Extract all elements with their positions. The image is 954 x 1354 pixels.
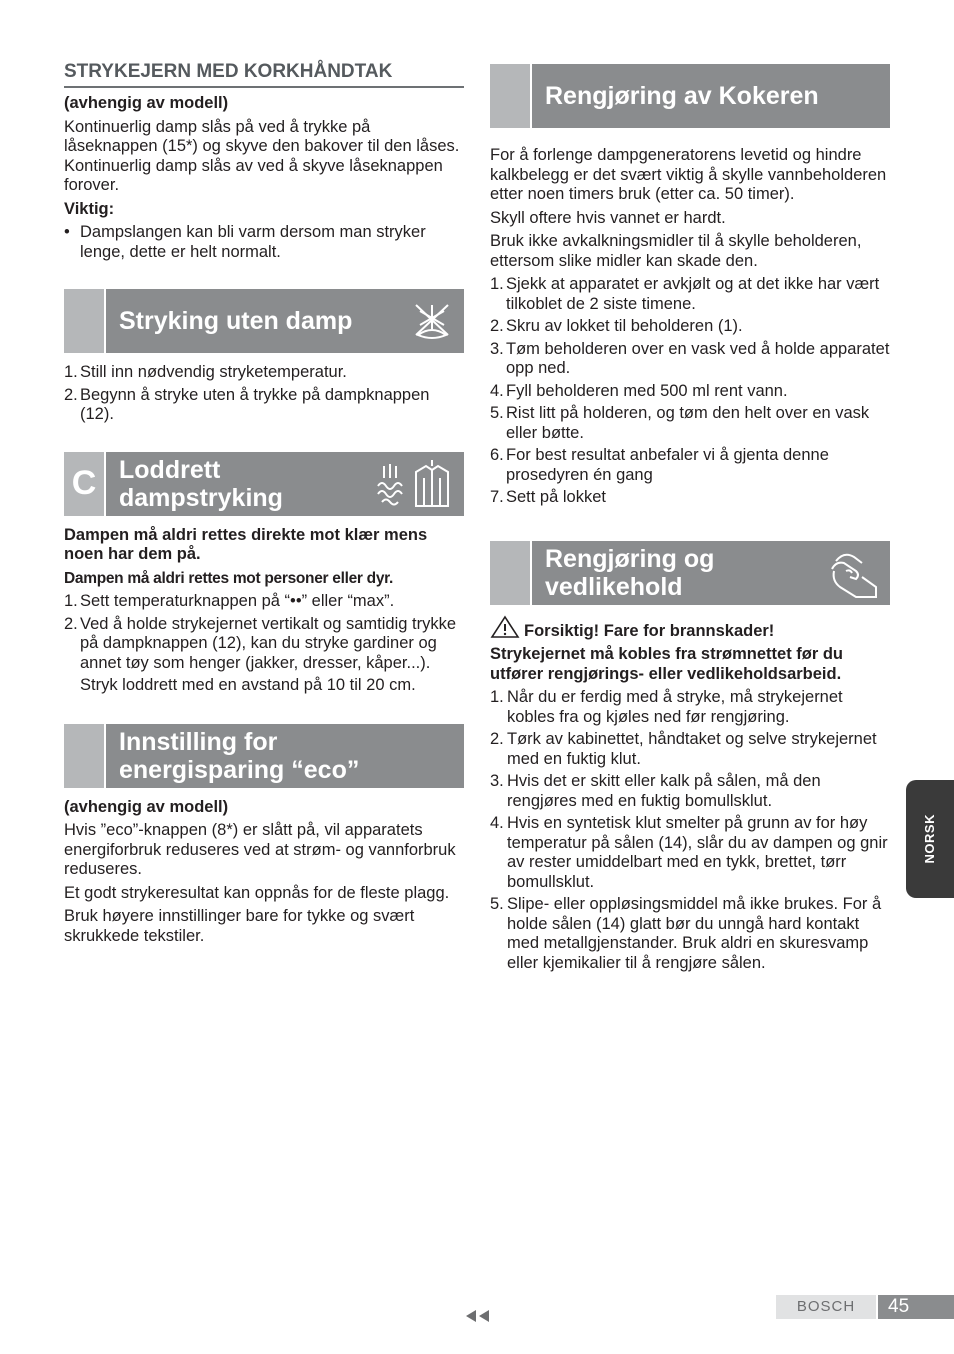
maintenance-banner (490, 541, 890, 605)
no-steam-banner (64, 289, 464, 353)
list-item: 2. Begynn å stryke uten å trykke på dampknappen (12). (64, 385, 430, 423)
right-column (490, 64, 890, 976)
section-title: Loddrett dampstryking (119, 455, 283, 512)
eco-paragraph-2: Et godt strykeresultat kan oppnås for de fleste plagg. (64, 883, 450, 902)
list-item: 7. Sett på lokket (490, 488, 606, 506)
list-item: 3. Tøm beholderen over en vask ved å holde apparatet opp ned. (490, 339, 890, 377)
banner-tab (490, 541, 530, 605)
section-title: Rengjøring og vedlikehold (545, 544, 715, 601)
vertical-steam-banner (64, 452, 464, 516)
list-item: 1. Sjekk at apparatet er avkjølt og at det ikke har vært tilkoblet de 2 siste timene. (490, 275, 880, 313)
maintenance-steps (490, 688, 890, 973)
eco-paragraph-3: Bruk høyere innstillinger bare for tykke og svært skrukkede tekstiler. (64, 907, 415, 945)
footer-brand: BOSCH (776, 1295, 876, 1319)
cork-bullets (64, 223, 464, 262)
vertical-warning-2: Dampen må aldri rettes mot personer eller dyr. (64, 569, 394, 587)
vertical-warning-1: Dampen må aldri rettes direkte mot klær mens noen har dem på. (64, 525, 428, 563)
language-label: NORSK (922, 814, 938, 864)
list-item: 2. Skru av lokket til beholderen (1). (490, 317, 743, 335)
list-item: 1. Sett temperaturknappen på “••” eller “max”. (64, 592, 395, 610)
caution-line: Forsiktig! Fare for brannskader! (490, 615, 890, 642)
banner-tab (64, 289, 104, 353)
section-title: Innstilling for energisparing “eco” (119, 727, 360, 784)
eco-paragraph-1: Hvis ”eco”-knappen (8*) er slått på, vil apparatets energiforbruk reduseres ved at strøm- og vannforbruk reduseres. (64, 821, 456, 878)
eco-banner (64, 724, 464, 788)
boiler-paragraph-1: For å forlenge dampgeneratorens levetid og hindre kalkbelegg er det svært viktig å skylle vannbeholderen etter noen timers bruk (etter ca. 50 timer). (490, 146, 887, 203)
vertical-steam-icon (372, 458, 456, 510)
page-number: 45 (878, 1295, 954, 1319)
cork-heading: STRYKEJERN MED KORKHÅNDTAK (64, 60, 464, 88)
left-column (64, 60, 464, 950)
language-side-tab (906, 780, 954, 898)
cork-section (64, 60, 464, 262)
important-label: Viktig: (64, 199, 115, 218)
boiler-banner (490, 64, 890, 128)
cork-paragraph: Kontinuerlig damp slås på ved å trykke på låseknappen (15*) og skyve den bakover til den låses. Kontinuerlig damp slås av ved å skyve låseknappen forover. (64, 117, 460, 194)
cork-note: (avhengig av modell) (64, 94, 229, 112)
section-title: Stryking uten damp (119, 307, 353, 335)
no-steam-icon (408, 295, 456, 347)
previous-page-arrows-icon[interactable] (464, 1309, 492, 1323)
boiler-paragraph-3: Bruk ikke avkalkningsmidler til å skylle beholderen, ettersom slike midler kan skade den. (490, 232, 862, 270)
no-steam-steps (64, 363, 464, 425)
list-item: • Dampslangen kan bli varm dersom man stryker lenge, dette er helt normalt. (64, 223, 426, 261)
list-item: 4. Hvis en syntetisk klut smelter på grunn av for høy temperatur på sålen (14), slår du av dampen og gnir av rester umiddelbart med en tykk, brettet, tørr bomullsklut. (490, 814, 888, 891)
list-item: 5. Slipe- eller oppløsingsmiddel må ikke brukes. For å holde sålen (14) glatt bør du unngå hard kontakt med metallgjenstander. Bruk aldri en skuresvamp eller kjemikalier til å rengjøre sålen. (490, 895, 882, 972)
vertical-steps (64, 592, 464, 673)
list-item: 5. Rist litt på holderen, og tøm den helt over en vask eller bøtte. (490, 404, 870, 442)
maintenance-warning: Strykejernet må kobles fra strømnettet før du utfører rengjørings- eller vedlikeholdsarbeid. (490, 645, 844, 683)
section-title: Rengjøring av Kokeren (545, 82, 819, 110)
list-item: 1. Når du er ferdig med å stryke, må strykejernet kobles fra og kjøles ned før rengjøring. (490, 688, 843, 726)
list-item: 2. Tørk av kabinettet, håndtaket og selve strykejernet med en fuktig klut. (490, 730, 877, 768)
cleaning-hand-icon (826, 547, 882, 601)
list-item: 6. For best resultat anbefaler vi å gjenta denne prosedyren én gang (490, 446, 829, 484)
list-item: 3. Hvis det er skitt eller kalk på sålen, må den rengjøres med en fuktig bomullsklut. (490, 772, 821, 810)
list-item: 1. Still inn nødvendig stryketemperatur. (64, 363, 347, 381)
boiler-paragraph-2: Skyll oftere hvis vannet er hardt. (490, 208, 726, 227)
banner-tab (490, 64, 530, 128)
eco-note: (avhengig av modell) (64, 797, 229, 816)
list-item: 2. Ved å holde strykejernet vertikalt og samtidig trykke på dampknappen (12), kan du stryke gardiner og annet tøy som henger (jakker, dresser, kåper...). (64, 614, 457, 672)
vertical-extra: Stryk loddrett med en avstand på 10 til 20 cm. (80, 676, 416, 694)
banner-tab-letter: C (64, 452, 104, 516)
boiler-steps (490, 275, 890, 508)
warning-triangle-icon (490, 615, 520, 639)
banner-tab (64, 724, 104, 788)
list-item: 4. Fyll beholderen med 500 ml rent vann. (490, 381, 788, 400)
